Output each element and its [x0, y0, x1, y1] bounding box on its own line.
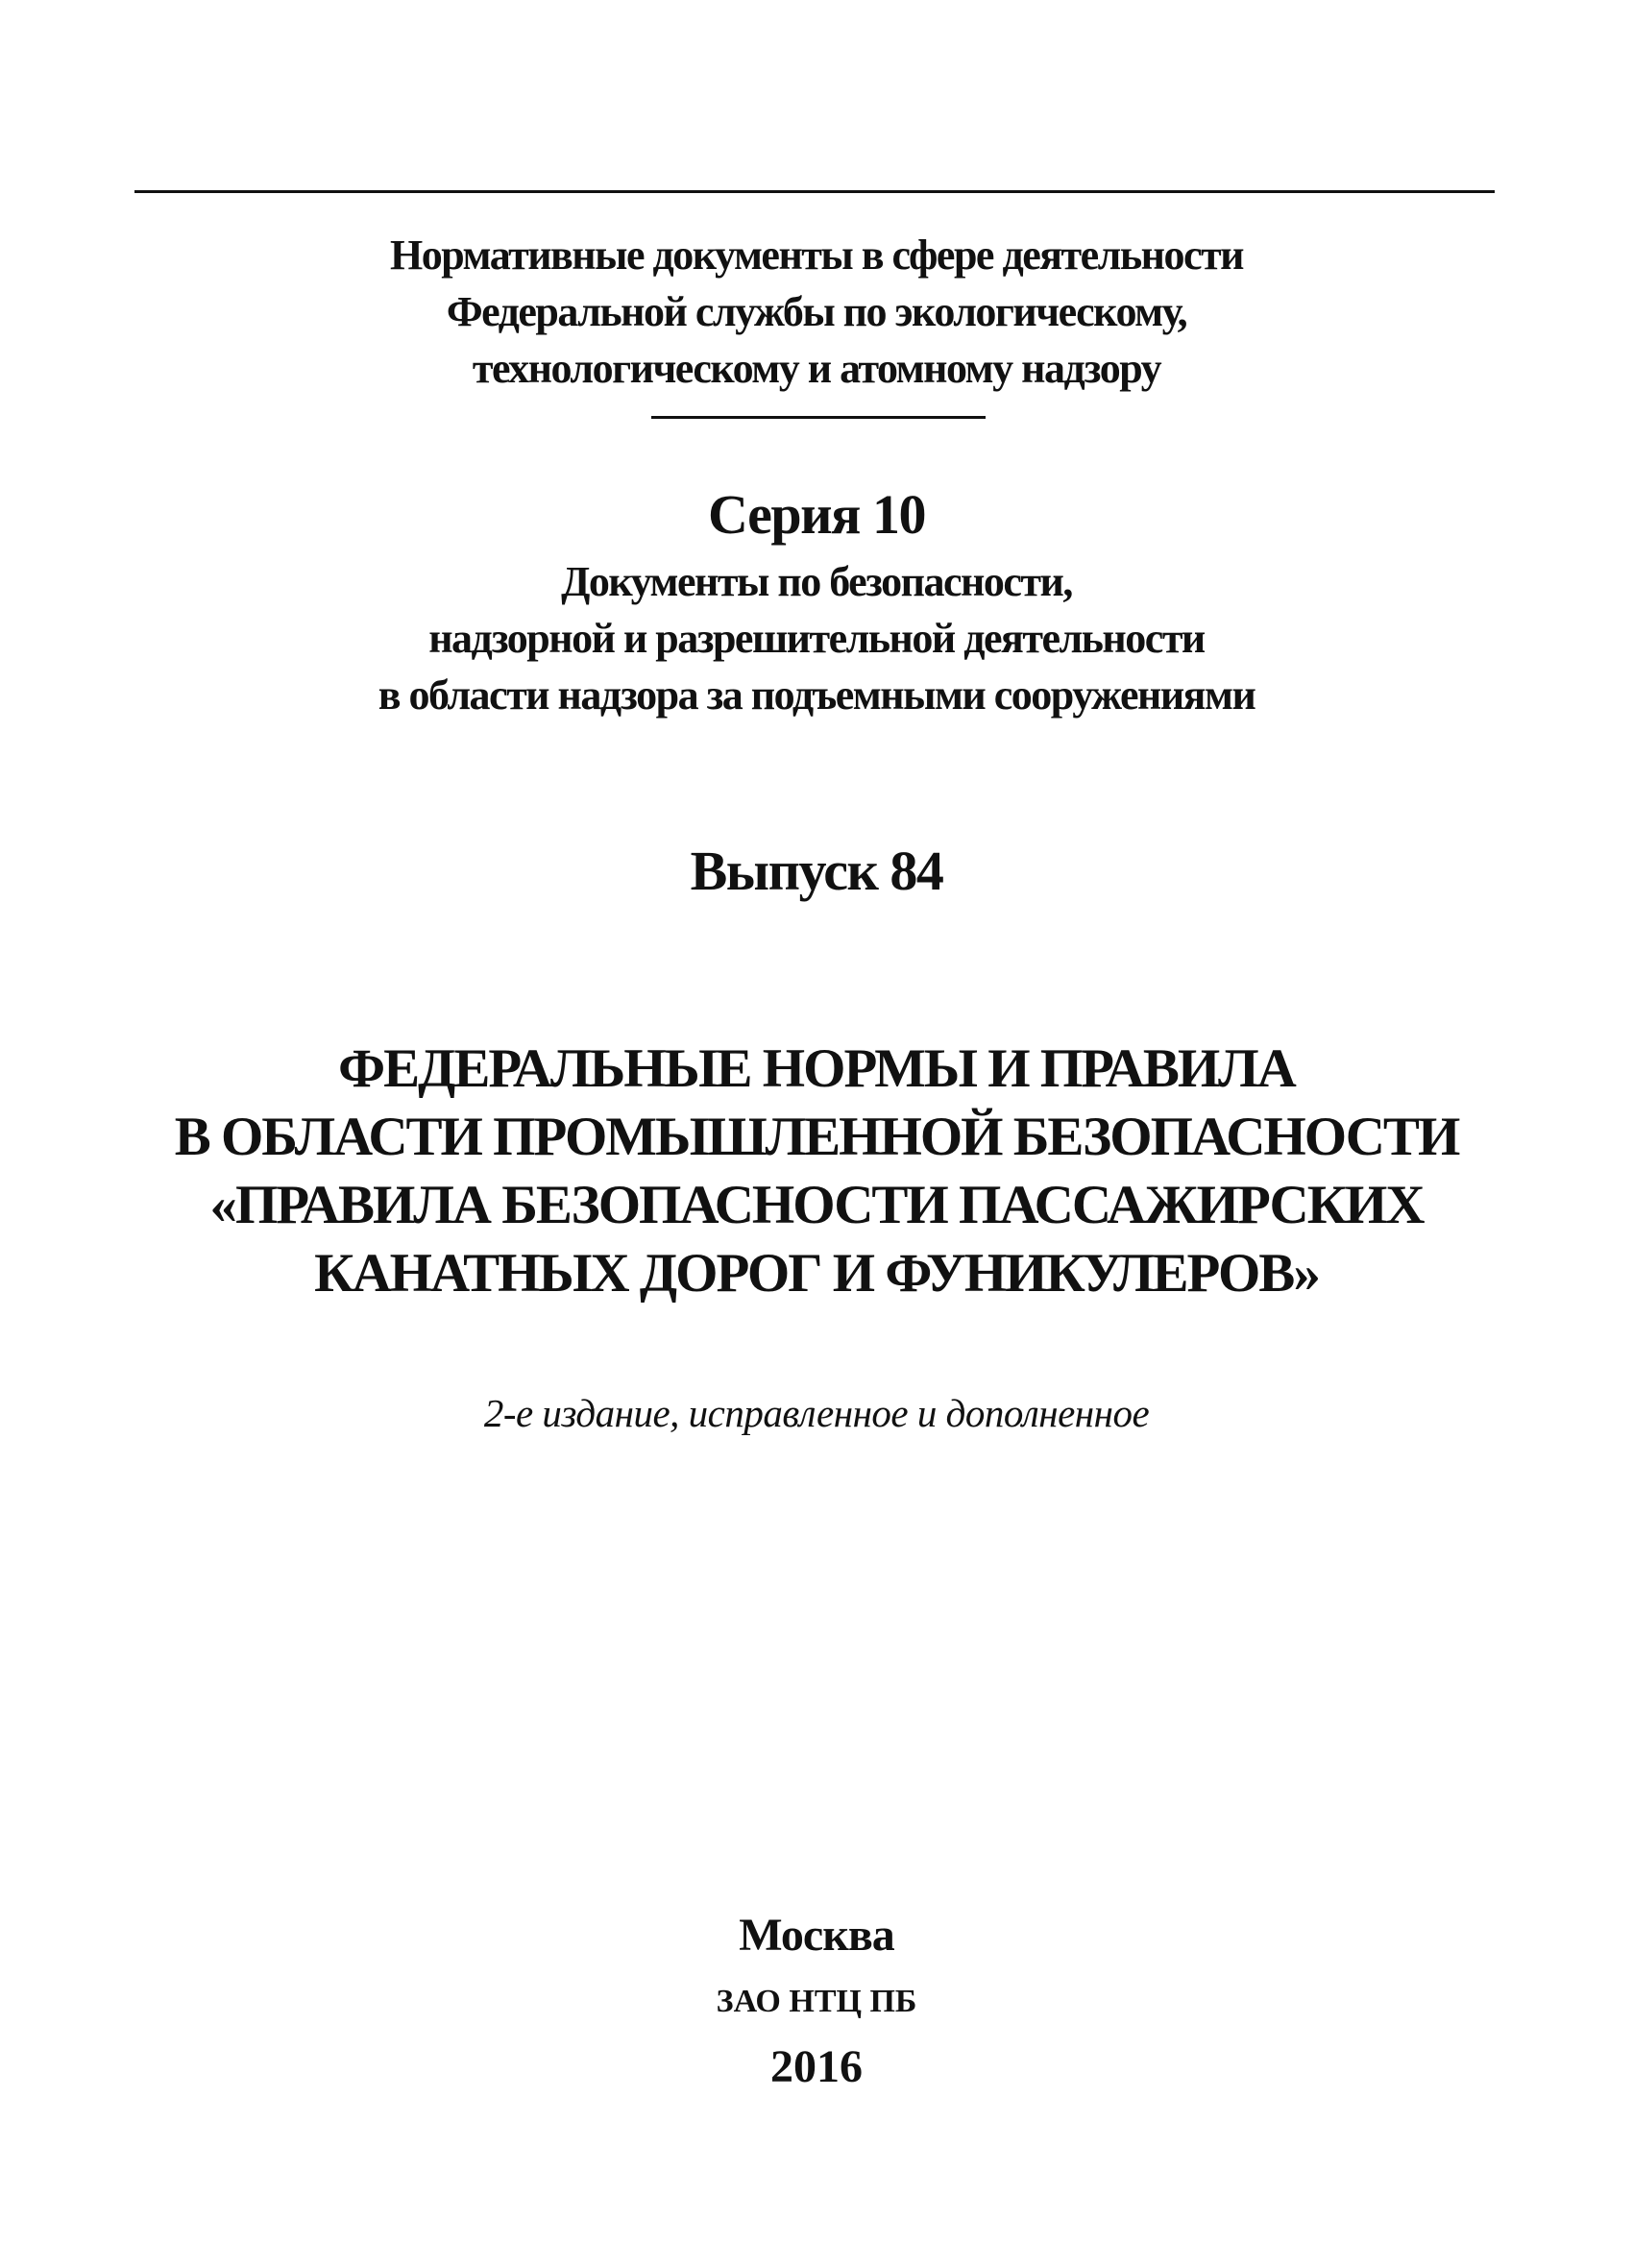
series-description-line: надзорной и разрешительной деятельности: [428, 615, 1205, 662]
document-title-line: «ПРАВИЛА БЕЗОПАСНОСТИ ПАССАЖИРСКИХ: [209, 1175, 1424, 1235]
imprint-publisher: ЗАО НТЦ ПБ: [716, 1984, 917, 2019]
document-title-line: ФЕДЕРАЛЬНЫЕ НОРМЫ И ПРАВИЛА: [338, 1038, 1295, 1099]
imprint-city: Москва: [739, 1910, 894, 1961]
document-title-line: В ОБЛАСТИ ПРОМЫШЛЕННОЙ БЕЗОПАСНОСТИ: [174, 1107, 1459, 1167]
series-description-line: в области надзора за подъемными сооружениями: [378, 671, 1255, 719]
authority-divider: [651, 416, 986, 419]
top-divider: [134, 190, 1495, 193]
series-description: [0, 553, 1633, 723]
series-description-line: Документы по безопасности,: [561, 558, 1072, 605]
issue-number: Выпуск 84: [690, 840, 943, 902]
document-title-line: КАНАТНЫХ ДОРОГ И ФУНИКУЛЕРОВ»: [314, 1243, 1319, 1304]
authority-line: технологическому и атомному надзору: [472, 345, 1161, 392]
document-title: [0, 1035, 1633, 1307]
edition-note: 2-е издание, исправленное и дополненное: [483, 1391, 1150, 1435]
authority-line: Федеральной службы по экологическому,: [446, 288, 1187, 335]
issuing-authority: [0, 227, 1633, 397]
series-title: Серия 10: [708, 483, 925, 546]
imprint-year: 2016: [770, 2041, 863, 2092]
authority-line: Нормативные документы в сфере деятельности: [390, 232, 1243, 279]
